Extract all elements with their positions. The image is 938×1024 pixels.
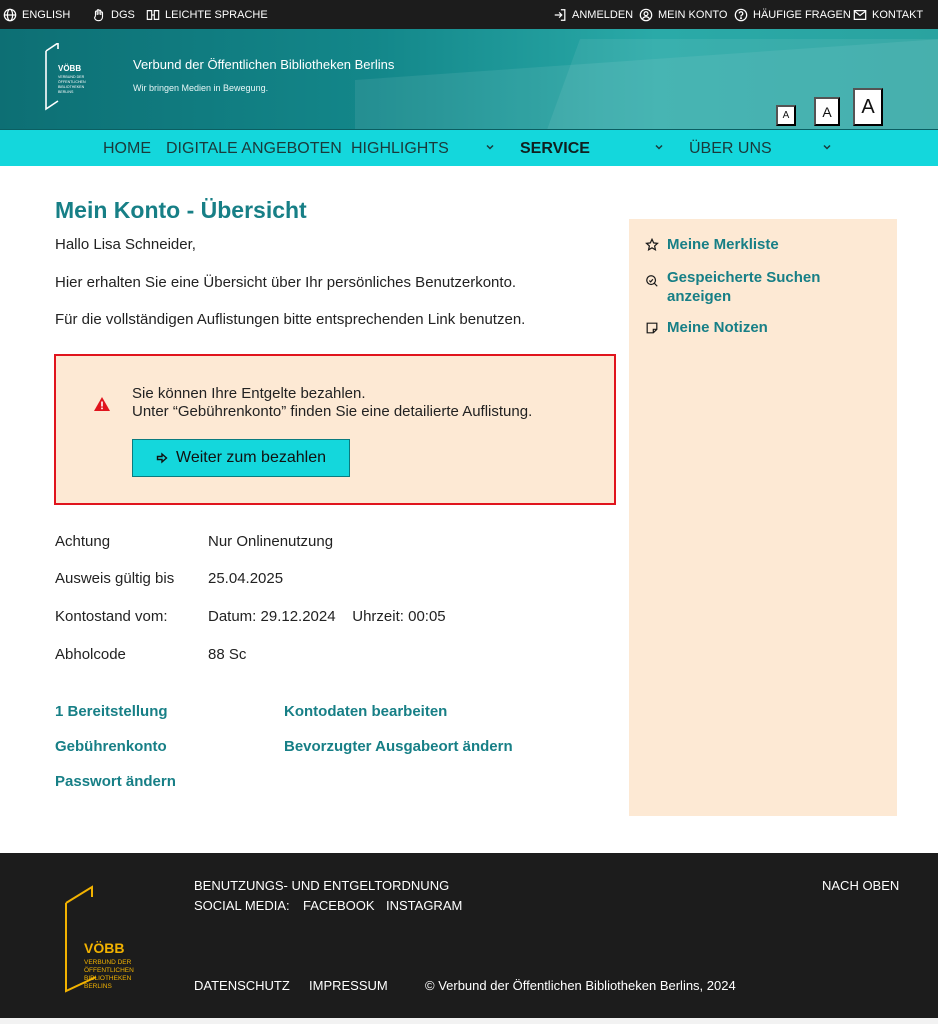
facebook-link[interactable]: FACEBOOK xyxy=(303,898,375,913)
user-circle-icon xyxy=(639,8,653,22)
nav-service[interactable]: SERVICE xyxy=(520,139,590,157)
svg-text:BIBLIOTHEKEN: BIBLIOTHEKEN xyxy=(58,85,85,89)
info-label: Abholcode xyxy=(55,646,126,663)
dgs-label: DGS xyxy=(111,8,135,21)
impressum-link[interactable]: IMPRESSUM xyxy=(309,978,388,993)
kontakt-label: KONTAKT xyxy=(872,8,924,21)
svg-text:VÖBB: VÖBB xyxy=(58,64,82,73)
notizen-link[interactable] xyxy=(645,319,768,336)
gespeicherte-suchen-label: anzeigen xyxy=(667,288,732,305)
nav-highlights[interactable]: HIGHLIGHTS xyxy=(351,139,449,157)
svg-text:BERLINS: BERLINS xyxy=(58,90,74,94)
leichte-sprache-label: LEICHTE SPRACHE xyxy=(165,8,268,21)
account-sidebar xyxy=(629,219,897,816)
svg-text:VÖBB: VÖBB xyxy=(84,940,125,956)
voebb-logo-mark xyxy=(44,43,94,113)
ausgabeort-aendern-link[interactable]: Bevorzugter Ausgabeort ändern xyxy=(284,738,513,755)
kontodaten-bearbeiten-link[interactable]: Kontodaten bearbeiten xyxy=(284,703,448,720)
page-title: Mein Konto - Übersicht xyxy=(55,197,307,223)
gespeicherte-suchen-link[interactable] xyxy=(645,268,820,306)
font-size-medium-button[interactable]: A xyxy=(814,97,840,126)
svg-text:ÖFFENTLICHEN: ÖFFENTLICHEN xyxy=(84,967,134,974)
language-english-link[interactable] xyxy=(3,0,70,29)
ordnung-link[interactable]: BENUTZUNGS- UND ENTGELTORDNUNG xyxy=(194,878,450,893)
info-label: Ausweis gültig bis xyxy=(55,570,175,587)
main-navigation xyxy=(0,129,938,166)
site-header xyxy=(0,29,938,129)
kontakt-link[interactable] xyxy=(853,0,923,29)
star-icon xyxy=(645,238,659,252)
warning-icon xyxy=(93,396,111,412)
mein-konto-label: MEIN KONTO xyxy=(658,8,728,21)
nav-home[interactable]: HOME xyxy=(103,139,151,157)
alert-line-2: Unter “Gebührenkonto” finden Sie eine detailierte Auflistung. xyxy=(132,403,533,420)
info-label: Kontostand vom: xyxy=(55,608,168,625)
dgs-link[interactable] xyxy=(92,0,135,29)
login-icon xyxy=(553,8,567,22)
chevron-down-icon[interactable] xyxy=(821,141,833,153)
nav-ueber-uns[interactable]: ÜBER UNS xyxy=(689,139,772,157)
svg-text:ÖFFENTLICHEN: ÖFFENTLICHEN xyxy=(58,80,86,84)
question-circle-icon xyxy=(734,8,748,22)
bereitstellung-link[interactable]: 1 Bereitstellung xyxy=(55,703,168,720)
instagram-link[interactable]: INSTAGRAM xyxy=(386,898,463,913)
gebuehrenkonto-link[interactable]: Gebührenkonto xyxy=(55,738,167,755)
site-tagline: Wir bringen Medien in Bewegung. xyxy=(133,83,269,93)
mein-konto-link[interactable] xyxy=(639,0,727,29)
hand-icon xyxy=(92,8,106,22)
notizen-label: Meine Notizen xyxy=(667,319,768,336)
font-size-large-button[interactable]: A xyxy=(853,88,883,126)
leichte-sprache-link[interactable] xyxy=(146,0,268,29)
info-label: Achtung xyxy=(55,533,111,550)
anmelden-label: ANMELDEN xyxy=(572,8,634,21)
search-icon xyxy=(645,274,659,288)
main-content xyxy=(0,166,938,853)
greeting-text: Hallo Lisa Schneider, xyxy=(55,236,196,253)
chevron-down-icon[interactable] xyxy=(653,141,665,153)
faq-label: HÄUFIGE FRAGEN xyxy=(753,8,851,21)
alert-line-1: Sie können Ihre Entgelte bezahlen. xyxy=(132,385,366,402)
font-size-small-button[interactable]: A xyxy=(776,105,796,126)
note-icon xyxy=(645,321,659,335)
mail-icon xyxy=(853,8,867,22)
svg-text:VERBUND DER: VERBUND DER xyxy=(84,959,132,966)
globe-icon xyxy=(3,8,17,22)
anmelden-link[interactable] xyxy=(553,0,633,29)
passwort-aendern-link[interactable]: Passwort ändern xyxy=(55,773,176,790)
nav-digitale-angebote[interactable]: DIGITALE ANGEBOTEN xyxy=(166,139,342,157)
footer-voebb-logo[interactable] xyxy=(62,881,148,996)
arrow-right-icon xyxy=(156,452,168,464)
intro-text: Hier erhalten Sie eine Übersicht über Ihr persönliches Benutzerkonto. xyxy=(55,274,517,291)
gespeicherte-suchen-label: Gespeicherte Suchen xyxy=(667,269,821,286)
nach-oben-link[interactable]: NACH OBEN xyxy=(822,878,900,893)
site-footer xyxy=(0,853,938,1024)
copyright-text: © Verbund der Öffentlichen Bibliotheken Berlins, 2024 xyxy=(425,978,736,993)
top-bar xyxy=(0,0,938,29)
svg-text:VERBUND DER: VERBUND DER xyxy=(58,75,85,79)
pay-now-button[interactable] xyxy=(132,439,350,477)
hint-text: Für die vollständigen Auflistungen bitte entsprechenden Link benutzen. xyxy=(55,311,526,328)
chevron-down-icon[interactable] xyxy=(484,141,496,153)
datenschutz-link[interactable]: DATENSCHUTZ xyxy=(194,978,290,993)
payment-alert xyxy=(54,354,616,505)
info-value: Datum: 29.12.2024 Uhrzeit: 00:05 xyxy=(208,608,446,625)
info-value: 88 Sc xyxy=(208,646,247,663)
merkliste-label: Meine Merkliste xyxy=(667,236,779,253)
svg-text:BIBLIOTHEKEN: BIBLIOTHEKEN xyxy=(84,975,132,982)
site-title: Verbund der Öffentlichen Bibliotheken Berlins xyxy=(133,57,395,72)
footer-voebb-logo-mark xyxy=(62,881,148,996)
page-bottom-edge xyxy=(0,1018,938,1024)
english-label: ENGLISH xyxy=(22,8,71,21)
faq-link[interactable] xyxy=(734,0,851,29)
info-value: 25.04.2025 xyxy=(208,570,284,587)
info-value: Nur Onlinenutzung xyxy=(208,533,334,550)
svg-text:BERLINS: BERLINS xyxy=(84,983,112,990)
book-open-icon xyxy=(146,8,160,22)
social-media-label: SOCIAL MEDIA: xyxy=(194,898,290,913)
voebb-logo[interactable] xyxy=(44,43,94,113)
merkliste-link[interactable] xyxy=(645,236,779,253)
pay-now-label: Weiter zum bezahlen xyxy=(176,449,326,466)
